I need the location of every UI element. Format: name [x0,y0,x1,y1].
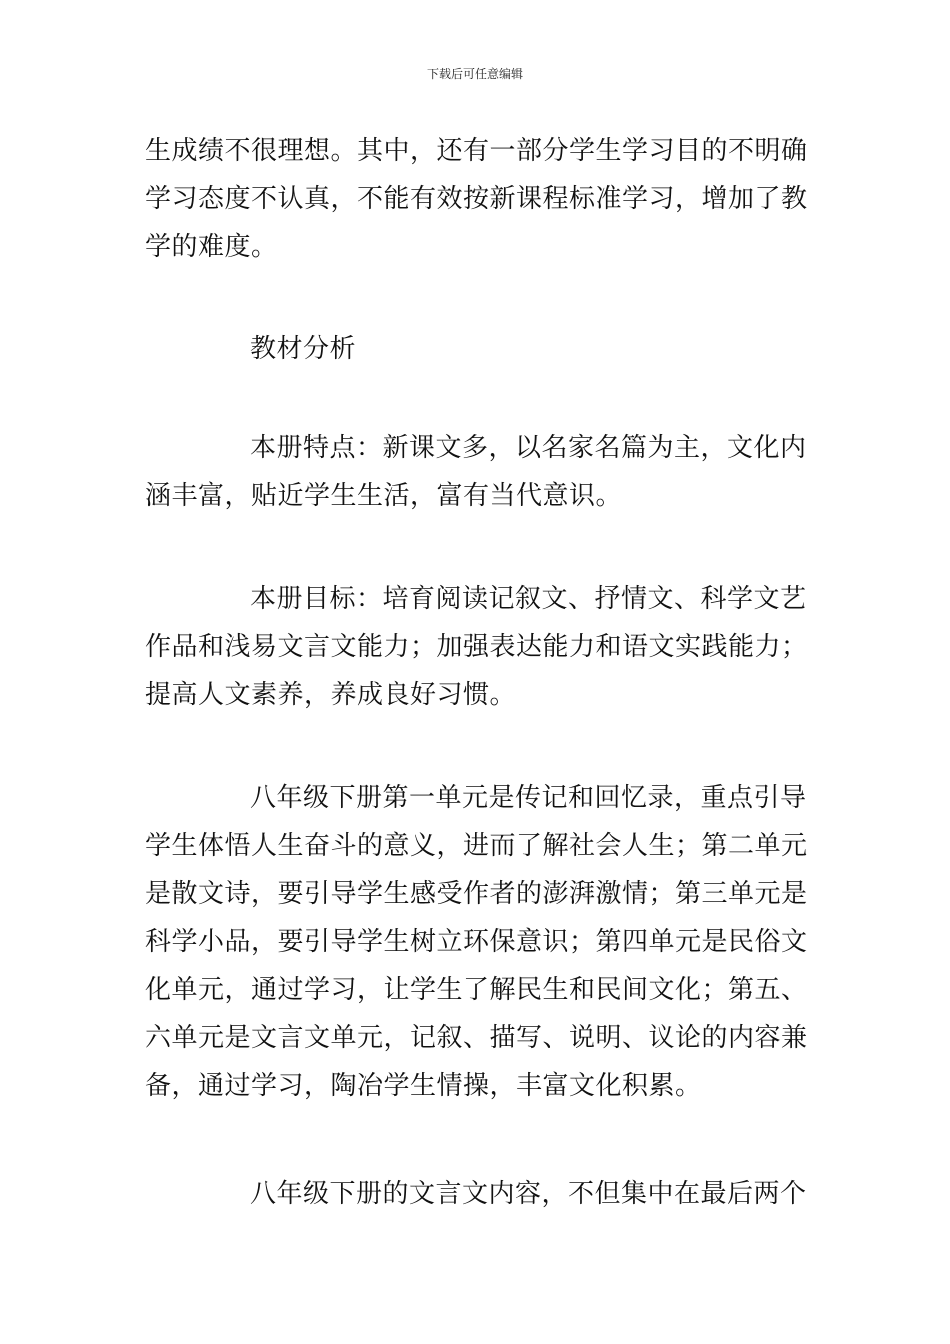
section-heading-textbook-analysis: 教材分析 [250,334,357,364]
paragraph-book-features: 本册特点：新课文多，以名家名篇为主，文化内涵丰富，贴近学生生活，富有当代意识。 [145,433,807,511]
paragraph-unit-overview: 八年级下册第一单元是传记和回忆录，重点引导学生体悟人生奋斗的意义，进而了解社会人生；第二单元是散文诗，要引导学生感受作者的澎湃激情；第三单元是科学小品，要引导学生树立环保意识；第四单元是民俗文化单元，通过学习，让学生了解民生和民间文化；第五、六单元是文言文单元，记叙、描写、说明、议论的内容兼备，通过学习，陶冶学生情操，丰富文化积累。 [145,783,808,1101]
paragraph-classical-chinese: 八年级下册的文言文内容，不但集中在最后两个 [250,1179,807,1209]
paragraph-book-goals: 本册目标：培育阅读记叙文、抒情文、科学文艺作品和浅易文言文能力；加强表达能力和语文实践能力；提高人文素养，养成良好习惯。 [145,584,808,710]
paragraph-student-performance: 生成绩不很理想。其中，还有一部分学生学习目的不明确学习态度不认真，不能有效按新课程标准学习，增加了教学的难度。 [145,136,808,262]
page-header-note: 下载后可任意编辑 [426,67,523,81]
